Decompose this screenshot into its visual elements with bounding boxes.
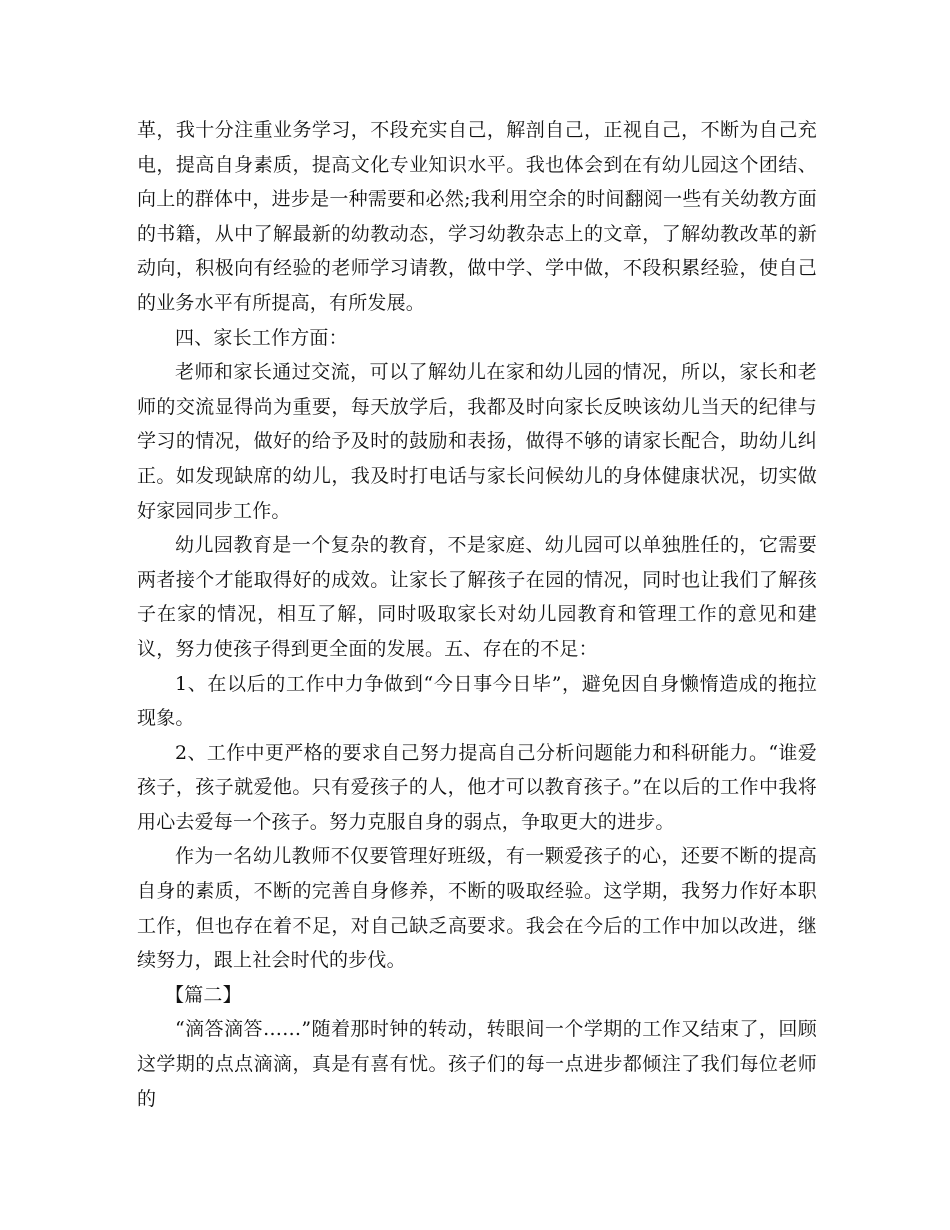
paragraph-part-two-intro: “滴答滴答……”随着那时钟的转动，转眼间一个学期的工作又结束了，回顾这学期的点点滴滴，真是有喜有忧。孩子们的每一点进步都倾注了我们每位老师的 (137, 1018, 817, 1110)
list-item-shortcoming-2: 2、工作中更严格的要求自己努力提高自己分析问题能力和科研能力。“谁爱孩子，孩子就爱他。只有爱孩子的人，他才可以教育孩子。”在以后的工作中我将用心去爱每一个孩子。努力克服自身的弱点，争取更大的进步。 (137, 741, 817, 833)
document-body (137, 113, 817, 1116)
paragraph-conclusion: 作为一名幼儿教师不仅要管理好班级，有一颗爱孩子的心，还要不断的提高自身的素质，不断的完善自身修养，不断的吸取经验。这学期，我努力作好本职工作，但也存在着不足，对自己缺乏高要求。我会在今后的工作中加以改进，继续努力，跟上社会时代的步伐。 (137, 845, 817, 972)
paragraph-parent-communication: 老师和家长通过交流，可以了解幼儿在家和幼儿园的情况，所以，家长和老师的交流显得尚为重要，每天放学后，我都及时向家长反映该幼儿当天的纪律与学习的情况，做好的给予及时的鼓励和表扬，做得不够的请家长配合，助幼儿纠正。如发现缺席的幼儿，我及时打电话与家长问候幼儿的身体健康状况，切实做好家园同步工作。 (137, 361, 817, 522)
paragraph-continuation: 革，我十分注重业务学习，不段充实自己，解剖自己，正视自己，不断为自己充电，提高自身素质，提高文化专业知识水平。我也体会到在有幼儿园这个团结、向上的群体中，进步是一种需要和必然;我利用空余的时间翻阅一些有关幼教方面的书籍，从中了解最新的幼教动态，学习幼教杂志上的文章，了解幼教改革的新动向，积极向有经验的老师学习请教，做中学、学中做，不段积累经验，使自己的业务水平有所提高，有所发展。 (137, 119, 817, 314)
section-title-part-two: 【篇二】 (165, 983, 242, 1006)
section-heading-parent-work: 四、家长工作方面： (175, 326, 348, 349)
list-item-shortcoming-1: 1、在以后的工作中力争做到“今日事今日毕”，避免因自身懒惰造成的拖拉现象。 (137, 672, 817, 730)
paragraph-kindergarten-education: 幼儿园教育是一个复杂的教育，不是家庭、幼儿园可以单独胜任的，它需要两者接个才能取得好的成效。让家长了解孩子在园的情况，同时也让我们了解孩子在家的情况，相互了解，同时吸取家长对幼儿园教育和管理工作的意见和建议，努力使孩子得到更全面的发展。五、存在的不足： (137, 534, 817, 660)
